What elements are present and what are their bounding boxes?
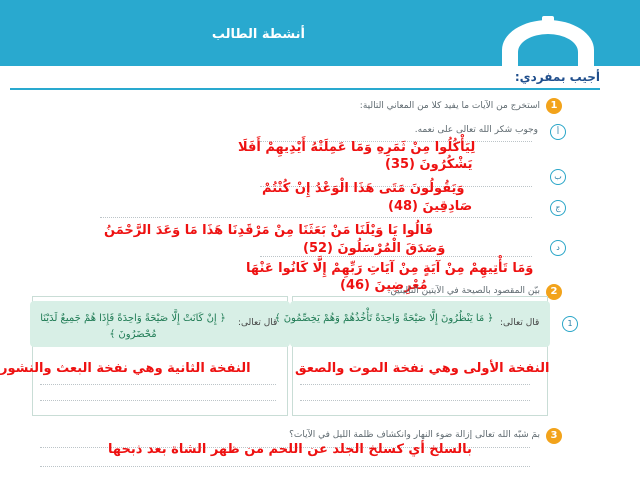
question-1-number: 1 [546, 98, 562, 114]
question-3-number: 3 [546, 428, 562, 444]
item-a-text: وجوب شكر الله تعالى على نعمه. [414, 125, 538, 135]
answer-c-line2: وَصَدَقَ الْمُرْسَلُونَ (52) [303, 241, 446, 256]
answer-d-line1: وَمَا تَأْتِيهِمْ مِنْ آيَةٍ مِنْ آيَاتِ رَبِّهِمْ إِلَّا كَانُوا عَنْهَا [246, 261, 534, 276]
question-1-prompt: استخرج من الآيات ما يفيد كلا من المعاني التالية: [359, 101, 540, 111]
verse-2-text: ﴿ إِنْ كَانَتْ إِلَّا صَيْحَةً وَاحِدَةً فَإِذَا هُمْ جَمِيعٌ لَدَيْنَا مُحْضَرُونَ ﴾ [40, 313, 226, 340]
answer-line [100, 217, 532, 218]
verse-2-intro: قال تعالى: [238, 318, 278, 328]
item-b-letter: ب [550, 169, 566, 185]
answer-q2-left: النفخة الثانية وهي نفخة البعث والنشور [0, 361, 251, 376]
answer-q2-right: النفخة الأولى وهي نفخة الموت والصعق [295, 361, 550, 376]
answer-line [40, 400, 276, 401]
answer-line [40, 466, 530, 467]
header-title: أنشطة الطالب [211, 27, 305, 42]
question-3-prompt: بمَ شبّه الله تعالى إزالة ضوء النهار وانكشاف ظلمة الليل في الآيات؟ [289, 430, 540, 440]
answer-b-line2: صَادِقِينَ (48) [388, 199, 473, 214]
answer-line [300, 400, 530, 401]
answer-a-line2: يَشْكُرُونَ (35) [385, 157, 473, 172]
answer-line [260, 256, 532, 257]
item-2-1-letter: 1 [562, 316, 578, 332]
verse-1-text: ﴿ مَا يَنْظُرُونَ إِلَّا صَيْحَةً وَاحِدَةً تَأْخُذُهُمْ وَهُمْ يَخِصِّمُونَ ﴾ [274, 313, 494, 324]
question-2-prompt: بيّن المقصود بالصيحة في الآيتين التاليتين: [387, 286, 540, 296]
section-title: أجيب بمفردي: [514, 70, 600, 84]
verse-1-intro: قال تعالى: [500, 318, 540, 328]
question-2-number: 2 [546, 284, 562, 300]
answer-b-line1: وَيَقُولُونَ مَتَى هَذَا الْوَعْدُ إِنْ كُنْتُمْ [262, 181, 465, 196]
section-divider [10, 88, 600, 90]
answer-d-line2: مُعْرِضِينَ (46) [340, 278, 428, 293]
answer-a-line1: لِيَأْكُلُوا مِنْ ثَمَرِهِ وَمَا عَمِلَتْهُ أَيْدِيهِمْ أَفَلَا [238, 140, 476, 155]
answer-line [300, 384, 530, 385]
item-a-letter: أ [550, 124, 566, 140]
item-d-letter: د [550, 240, 566, 256]
item-c-letter: ج [550, 200, 566, 216]
answer-c-line1: قَالُوا يَا وَيْلَنَا مَنْ بَعَثَنَا مِنْ مَرْقَدِنَا هَذَا مَا وَعَدَ الرَّحْمَنُ [104, 223, 434, 238]
answer-q3: بالسلخ أي كسلخ الجلد عن اللحم من ظهر الشاة بعد ذبحها [108, 442, 472, 457]
publisher-logo-icon [488, 12, 608, 72]
answer-line [40, 384, 276, 385]
page-header [0, 0, 640, 66]
